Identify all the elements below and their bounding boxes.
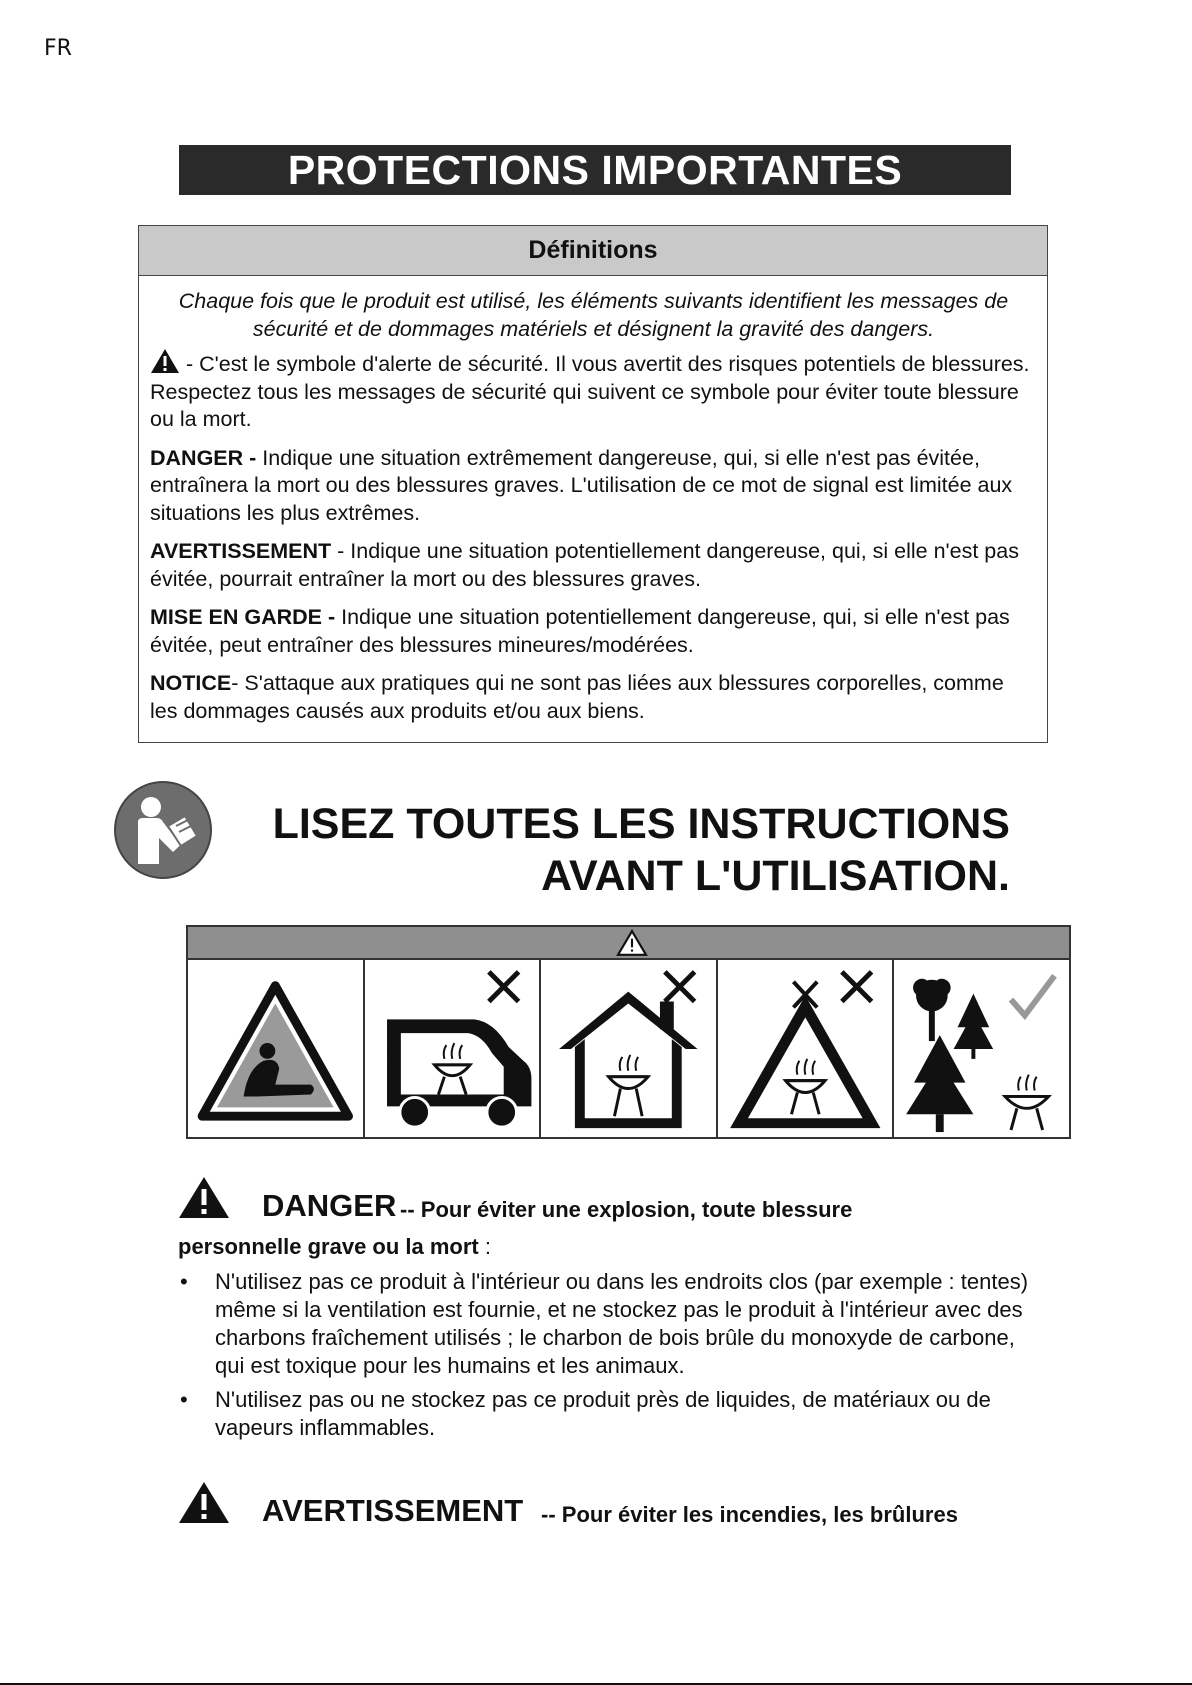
- danger-bullet-list: [178, 1268, 1038, 1448]
- avertissement-warning-icon: [178, 1480, 230, 1525]
- carbon-monoxide-warning-icon: [188, 958, 363, 1137]
- alert-symbol-text: - C'est le symbole d'alerte de sécurité. Il vous avertit des risques potentiels de blessures. Respectez tous les messages de sécurité qui suivent ce symbole pour éviter toute blessure ou la mort.: [150, 352, 1030, 431]
- pictogram-cell: [365, 958, 542, 1137]
- danger-warning-icon: [178, 1175, 230, 1220]
- grill-outdoors-ok-icon: [894, 958, 1069, 1137]
- definition-text: - Indique une situation potentiellement dangereuse, qui, si elle n'est pas évitée, pourrait entraîner la mort ou des blessures graves.: [150, 539, 1019, 591]
- read-instructions-line2: AVANT L'UTILISATION.: [541, 852, 1010, 900]
- definition-term: DANGER -: [150, 445, 257, 470]
- danger-heading-continued: [178, 1234, 491, 1260]
- definitions-intro: Chaque fois que le produit est utilisé, les éléments suivants identifient les messages de sécurité et de dommages matériels et désignent la gravité des dangers.: [178, 289, 1009, 341]
- pictogram-cell: [188, 958, 365, 1137]
- definition-notice: [150, 670, 1037, 725]
- definition-term: AVERTISSEMENT: [150, 539, 332, 563]
- alert-symbol-definition: [150, 348, 1037, 434]
- list-item: • N'utilisez pas ou ne stockez pas ce produit près de liquides, de matériaux ou de vapeurs inflammables.: [178, 1386, 1038, 1442]
- definition-term: NOTICE: [150, 671, 232, 695]
- read-manual-icon: [113, 780, 213, 880]
- danger-heading-bold: personnelle grave ou la mort: [178, 1234, 479, 1259]
- definitions-box: [138, 225, 1048, 743]
- definition-term: MISE EN GARDE -: [150, 605, 336, 629]
- pictogram-cell: [541, 958, 718, 1137]
- definitions-heading: Définitions: [139, 226, 1047, 276]
- pictogram-row: [186, 958, 1071, 1139]
- warning-triangle-icon: [150, 348, 180, 374]
- pictogram-cell: [718, 958, 895, 1137]
- avertissement-heading-text: -- Pour éviter les incendies, les brûlures: [541, 1502, 958, 1527]
- no-grill-indoors-icon: [541, 958, 716, 1137]
- language-code: FR: [44, 36, 72, 61]
- pictogram-cell: [894, 958, 1069, 1137]
- avertissement-signal-word: AVERTISSEMENT: [262, 1493, 524, 1528]
- list-item: • N'utilisez pas ce produit à l'intérieur ou dans les endroits clos (par exemple : tentes) même si la ventilation est fournie, et ne stockez pas le produit à l'intérieur avec des charbons fraîchement utilisés ; le charbon de bois brûle du monoxyde de carbone, qui est toxique pour les humains et les animaux.: [178, 1268, 1038, 1380]
- danger-signal-word: DANGER: [262, 1188, 397, 1223]
- read-instructions-line1: LISEZ TOUTES LES INSTRUCTIONS: [272, 800, 1010, 848]
- page-title: PROTECTIONS IMPORTANTES: [179, 145, 1011, 195]
- no-grill-in-vehicle-icon: [365, 958, 540, 1137]
- definition-danger: [150, 445, 1037, 528]
- definition-text: Indique une situation extrêmement dangereuse, qui, si elle n'est pas évitée, entraînera la mort ou des blessures graves. L'utilisation de ce mot de signal est limitée aux situations les plus extrêmes.: [150, 445, 1013, 525]
- definition-text: Indique une situation potentiellement dangereuse, qui, si elle n'est pas évitée, peut entraîner des blessures mineures/modérées.: [150, 605, 1010, 657]
- warning-triangle-icon: [615, 929, 649, 957]
- danger-heading-tail: :: [478, 1234, 491, 1259]
- definition-text: - S'attaque aux pratiques qui ne sont pas liées aux blessures corporelles, comme les dommages causés aux produits et/ou aux biens.: [150, 671, 1004, 723]
- definition-avertissement: [150, 538, 1037, 593]
- danger-heading-text: -- Pour éviter une explosion, toute blessure: [400, 1197, 853, 1222]
- pictogram-header: [186, 925, 1071, 960]
- no-grill-in-tent-icon: [718, 958, 893, 1137]
- definition-mise-en-garde: [150, 604, 1037, 659]
